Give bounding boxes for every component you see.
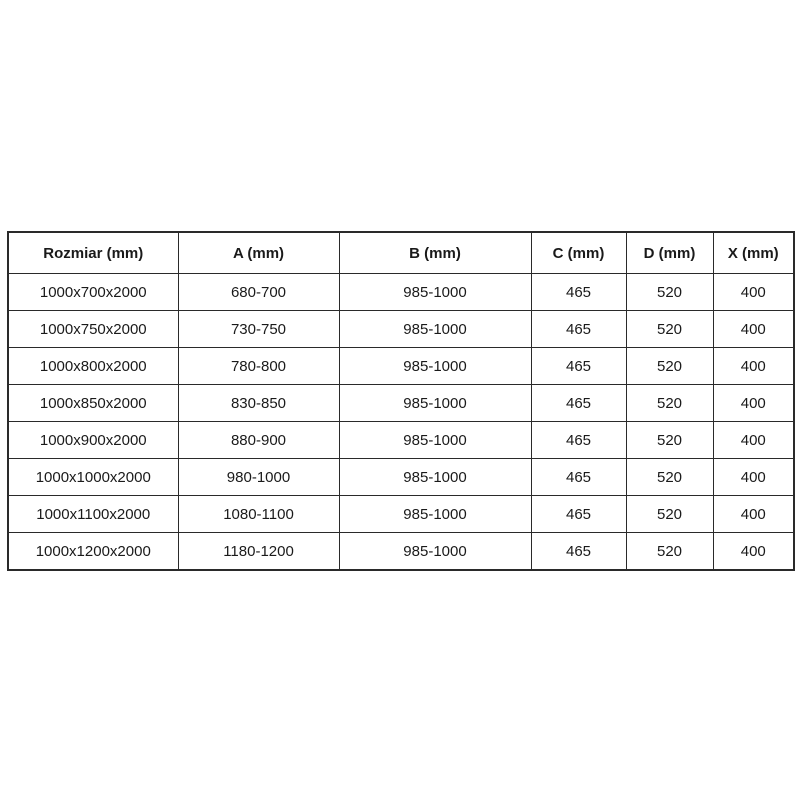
- table-cell-a: 680-700: [178, 274, 339, 311]
- table-cell-c: 465: [531, 496, 626, 533]
- table-row: [8, 385, 794, 422]
- table-cell-b: 985-1000: [339, 348, 531, 385]
- table-cell-rozmiar: 1000x1100x2000: [8, 496, 178, 533]
- table-row: [8, 422, 794, 459]
- table-cell-b: 985-1000: [339, 533, 531, 571]
- table-cell-x: 400: [713, 274, 794, 311]
- table-cell-x: 400: [713, 385, 794, 422]
- table-cell-d: 520: [626, 311, 713, 348]
- column-header-d: D (mm): [626, 232, 713, 274]
- table-cell-a: 880-900: [178, 422, 339, 459]
- table-row: [8, 533, 794, 571]
- dimension-table: [7, 231, 795, 571]
- column-header-a: A (mm): [178, 232, 339, 274]
- table-cell-d: 520: [626, 459, 713, 496]
- table-row: [8, 496, 794, 533]
- column-header-x: X (mm): [713, 232, 794, 274]
- table-cell-x: 400: [713, 459, 794, 496]
- table-cell-x: 400: [713, 533, 794, 571]
- table-cell-x: 400: [713, 348, 794, 385]
- table-cell-b: 985-1000: [339, 385, 531, 422]
- column-header-c: C (mm): [531, 232, 626, 274]
- table-cell-b: 985-1000: [339, 496, 531, 533]
- table-row: [8, 311, 794, 348]
- column-header-b: B (mm): [339, 232, 531, 274]
- table-cell-d: 520: [626, 496, 713, 533]
- table-cell-c: 465: [531, 311, 626, 348]
- table-cell-a: 980-1000: [178, 459, 339, 496]
- table-cell-rozmiar: 1000x900x2000: [8, 422, 178, 459]
- table-cell-c: 465: [531, 348, 626, 385]
- table-cell-c: 465: [531, 385, 626, 422]
- table-cell-rozmiar: 1000x700x2000: [8, 274, 178, 311]
- table-row: [8, 274, 794, 311]
- table-cell-a: 830-850: [178, 385, 339, 422]
- table-cell-c: 465: [531, 274, 626, 311]
- table-cell-x: 400: [713, 311, 794, 348]
- table-cell-a: 1180-1200: [178, 533, 339, 571]
- table-cell-d: 520: [626, 533, 713, 571]
- table-cell-b: 985-1000: [339, 422, 531, 459]
- table-cell-c: 465: [531, 459, 626, 496]
- table-cell-c: 465: [531, 533, 626, 571]
- table-cell-b: 985-1000: [339, 311, 531, 348]
- table-cell-d: 520: [626, 422, 713, 459]
- table-cell-x: 400: [713, 422, 794, 459]
- table-cell-b: 985-1000: [339, 459, 531, 496]
- header-row: [8, 232, 794, 274]
- table-cell-rozmiar: 1000x1200x2000: [8, 533, 178, 571]
- table-cell-b: 985-1000: [339, 274, 531, 311]
- table-cell-d: 520: [626, 348, 713, 385]
- table-cell-a: 780-800: [178, 348, 339, 385]
- table-cell-d: 520: [626, 274, 713, 311]
- column-header-rozmiar: Rozmiar (mm): [8, 232, 178, 274]
- table-cell-x: 400: [713, 496, 794, 533]
- table-cell-rozmiar: 1000x1000x2000: [8, 459, 178, 496]
- table-row: [8, 459, 794, 496]
- table-cell-rozmiar: 1000x800x2000: [8, 348, 178, 385]
- table-cell-rozmiar: 1000x750x2000: [8, 311, 178, 348]
- table-row: [8, 348, 794, 385]
- table-cell-rozmiar: 1000x850x2000: [8, 385, 178, 422]
- table-cell-d: 520: [626, 385, 713, 422]
- table-cell-a: 1080-1100: [178, 496, 339, 533]
- table-cell-c: 465: [531, 422, 626, 459]
- table-cell-a: 730-750: [178, 311, 339, 348]
